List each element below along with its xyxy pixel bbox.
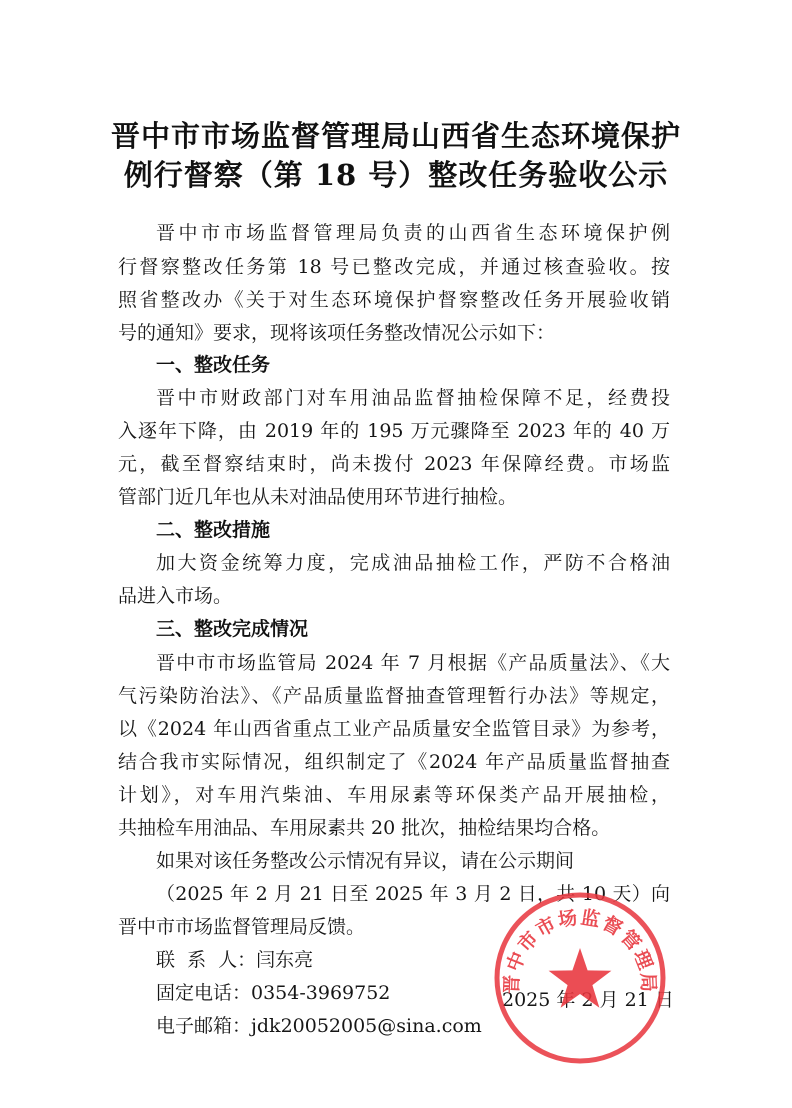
contact-email: 电子邮箱：jdk20052005@sina.com [156, 1015, 482, 1037]
svg-text:晋中市市场监督管理局: 晋中市市场监督管理局 [500, 906, 660, 995]
section-heading-completion: 三、整改完成情况 [156, 618, 309, 640]
document-title-line-2: 例行督察（第 18 号）整改任务验收公示 [123, 158, 669, 192]
section-line: 入逐年下降，由 2019 年的 195 万元骤降至 2023 年的 40 万 [118, 420, 670, 442]
official-seal-stamp [492, 890, 668, 1066]
section-line: 晋中市财政部门对车用油品监督抽检保障不足，经费投 [156, 387, 670, 409]
objection-line: 如果对该任务整改公示情况有异议，请在公示期间 [156, 850, 575, 872]
section-line: 加大资金统筹力度，完成油品抽检工作，严防不合格油 [156, 552, 670, 574]
intro-line: 晋中市市场监督管理局负责的山西省生态环境保护例 [156, 222, 670, 244]
section-line: 结合我市实际情况，组织制定了《2024 年产品质量监督抽查 [118, 751, 670, 773]
objection-line: （2025 年 2 月 21 日至 2025 年 3 月 2 日，共 10 天）向 [156, 883, 670, 905]
section-line: 计划》，对车用汽柴油、车用尿素等环保类产品开展抽检， [118, 784, 670, 806]
section-heading-task: 一、整改任务 [156, 354, 271, 376]
document-title-line-1: 晋中市市场监督管理局山西省生态环境保护 [110, 119, 681, 153]
section-heading-measures: 二、整改措施 [156, 519, 271, 541]
issue-date: 2025 年 2 月 21 日 [502, 989, 674, 1011]
section-line: 气污染防治法》、《产品质量监督抽查管理暂行办法》等规定， [118, 685, 670, 707]
intro-line: 行督察整改任务第 18 号已整改完成，并通过核查验收。按 [118, 256, 670, 278]
intro-line: 号的通知》要求，现将该项任务整改情况公示如下： [118, 322, 556, 344]
section-line: 共抽检车用油品、车用尿素共 20 批次，抽检结果均合格。 [118, 817, 611, 839]
section-line: 品进入市场。 [118, 585, 233, 607]
objection-line: 晋中市市场监督管理局反馈。 [118, 916, 366, 938]
contact-phone: 固定电话：0354-3969752 [156, 982, 391, 1004]
intro-line: 照省整改办《关于对生态环境保护督察整改任务开展验收销 [118, 289, 670, 311]
seal-star-icon [549, 948, 612, 1008]
section-line: 元，截至督察结束时，尚未拨付 2023 年保障经费。市场监 [118, 453, 670, 475]
section-line: 管部门近几年也从未对油品使用环节进行抽检。 [118, 486, 518, 508]
section-line: 晋中市市场监管局 2024 年 7 月根据《产品质量法》、《大 [156, 652, 670, 674]
section-line: 以《2024 年山西省重点工业产品质量安全监管目录》为参考， [118, 718, 670, 740]
contact-person: 联 系 人：闫东亮 [156, 949, 314, 971]
